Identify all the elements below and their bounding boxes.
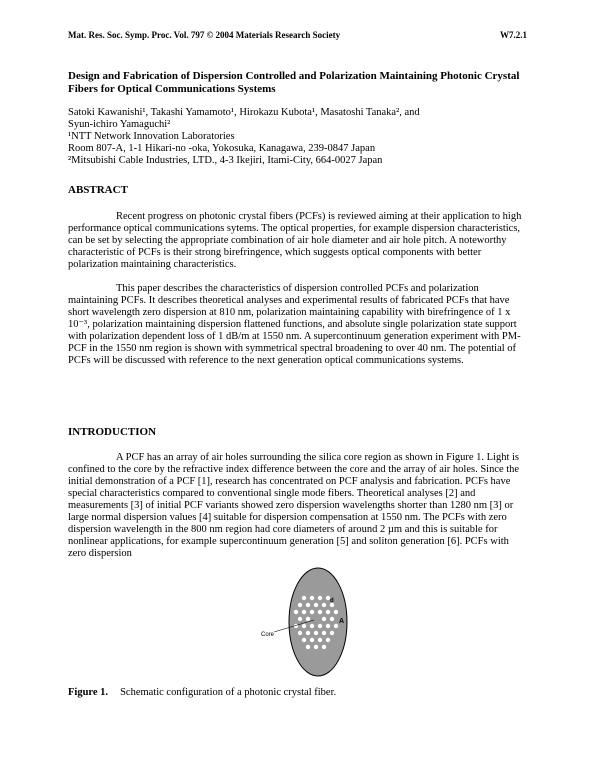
running-header-left: Mat. Res. Soc. Symp. Proc. Vol. 797 © 2004 Materials Research Society [68, 30, 341, 40]
pitch-label: A [339, 618, 345, 625]
introduction-heading: INTRODUCTION [68, 426, 157, 438]
author-line-1: Satoki Kawanishi¹, Takashi Yamamoto¹, Hirokazu Kubota¹, Masatoshi Tanaka², and [68, 107, 420, 118]
abstract-paragraph-2 [68, 283, 529, 367]
affiliation-1: ¹NTT Network Innovation Laboratories [68, 131, 235, 142]
abstract-paragraph-1 [68, 211, 529, 271]
introduction-paragraph-1 [68, 452, 529, 560]
abstract-p2-text: This paper describes the characteristics of dispersion controlled PCFs and polarization maintaining PCFs. It describes theoretical analyses and experimental results of fabricated PCFs that have short wavelength zero dispersion at 810 nm, polarization maintaining capability with birefringence of 1 x 10⁻³, polarization maintaining dispersion flattened functions, and absolute single polarization state support with polarization dependent loss of 1 dB/m at 1550 nm. A supercontinuum generation experiment with PM-PCF in the 1550 nm region is shown with symmetrical spectral broadening to over 40 nm. The potential of PCFs will be discussed with reference to the next generation optical communications systems. [68, 283, 521, 366]
figure-caption [68, 687, 336, 698]
pcf-cross-section-diagram [260, 562, 380, 682]
abstract-heading: ABSTRACT [68, 184, 128, 196]
diameter-label: d [330, 598, 334, 604]
abstract-p1-text: Recent progress on photonic crystal fibers (PCFs) is reviewed aiming at their application to high performance optical communications sytems. The optical properties, for example dispersion characteristics, can be set by selecting the appropriate combination of air hole diameter and air hole pitch. A noteworthy characteristic of PCFs is their strong birefringence, which suggests optical components with better polarization maintaining characteristics. [68, 211, 522, 270]
caption-text: Schematic configuration of a photonic crystal fiber. [120, 687, 337, 698]
caption-label: Figure 1. [68, 687, 109, 698]
affiliation-2: ²Mitsubishi Cable Industries, LTD., 4-3 Ikejiri, Itami-City, 664-0027 Japan [68, 155, 383, 166]
author-block [68, 107, 538, 167]
paper-title: Design and Fabrication of Dispersion Controlled and Polarization Maintaining Photonic Crystal Fibers for Optical Communications Systems [68, 70, 520, 95]
affiliation-1-address: Room 807-A, 1-1 Hikari-no -oka, Yokosuka, Kanagawa, 239-0847 Japan [68, 143, 376, 154]
introduction-p1-text: A PCF has an array of air holes surrounding the silica core region as shown in Figure 1. Light is confined to the core by the refractive index difference between the core and the array of air holes. Since the initial demonstration of a PCF [1], research has concentrated on PCF analysis and fabrication. PCFs have special characteristics compared to conventional single mode fibers. Theoretical analyses [2] and measurements [3] of initial PCF variants showed zero dispersion wavelengths shorter than 1280 nm [3] or large normal dispersion values [4] suitable for dispersion compensation at 1550 nm. The PCFs with zero dispersion wavelength in the 800 nm region had core diameters of around 2 µm and this is suitable for nonlinear applications, for example supercontinuum generation [5] and soliton generation [6]. PCFs with zero dispersion [68, 452, 520, 559]
core-label: Core [261, 632, 275, 638]
running-header-page: W7.2.1 [500, 30, 527, 40]
author-line-2: Syun-ichiro Yamaguchi² [68, 119, 171, 130]
